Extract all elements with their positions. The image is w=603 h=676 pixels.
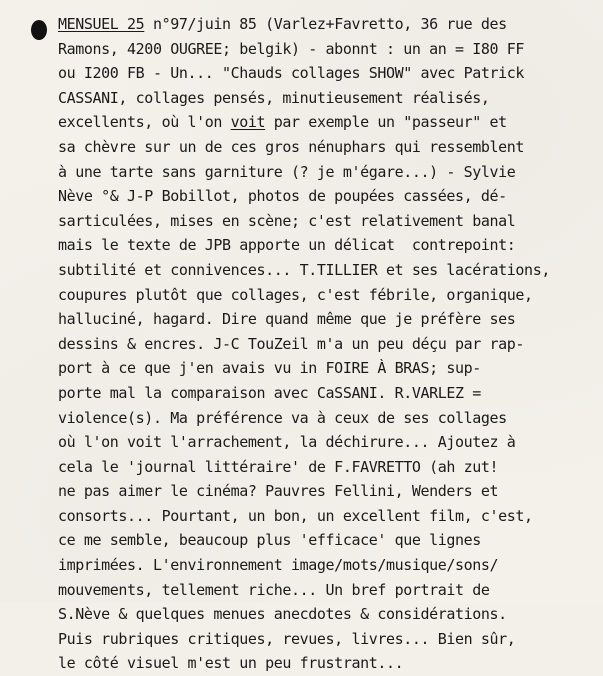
text-segment: coupures plutôt que collages, c'est fébrile, organique,	[58, 285, 533, 304]
text-segment: par exemple un "passeur" et	[265, 113, 507, 132]
text-segment: mais le texte de JPB apporte un délicat contrepoint:	[58, 236, 516, 255]
text-line	[58, 381, 603, 406]
text-line	[58, 86, 603, 111]
text-line	[58, 258, 603, 283]
text-segment: à une tarte sans garniture (? je m'égare...) - Sylvie	[58, 162, 516, 181]
text-segment: n°97/juin 85 (Varlez+Favretto, 36 rue des	[144, 15, 507, 33]
text-segment: subtilité et connivences... T.TILLIER et ses lacérations,	[58, 260, 550, 279]
review-text	[58, 12, 603, 676]
text-line	[58, 233, 603, 258]
text-segment: excellents, où l'on	[58, 113, 231, 132]
text-line	[58, 479, 603, 504]
text-segment: consorts... Pourtant, un bon, un excellent film, c'est,	[58, 506, 533, 525]
text-line	[58, 504, 603, 529]
text-segment: Ramons, 4200 OUGREE; belgik) - abonnt : un an = I80 FF	[58, 39, 525, 58]
text-segment: sa chèvre sur un de ces gros nénuphars qui ressemblent	[58, 137, 525, 156]
text-line	[58, 184, 603, 209]
underlined-text: MENSUEL 25	[58, 15, 145, 33]
text-segment: le côté visuel m'est un peu frustrant...	[58, 654, 404, 673]
text-segment: S.Nève & quelques menues anecdotes & considérations.	[58, 605, 507, 624]
text-segment: Puis rubriques critiques, revues, livres... Bien sûr,	[58, 629, 516, 648]
text-line	[58, 651, 603, 676]
text-segment: mouvements, tellement riche... Un bref portrait de	[58, 580, 490, 599]
text-segment: violence(s). Ma préférence va à ceux de ses collages	[58, 408, 507, 427]
text-line	[58, 110, 603, 135]
text-segment: Nève °& J-P Bobillot, photos de poupées cassées, dé-	[58, 187, 507, 206]
text-line	[58, 61, 603, 86]
text-line	[58, 455, 603, 480]
text-segment: où l'on voit l'arrachement, la déchirure... Ajoutez à	[58, 433, 516, 452]
text-line	[58, 135, 603, 160]
text-segment: imprimées. L'environnement image/mots/musique/sons/	[58, 556, 499, 575]
text-line	[58, 160, 603, 185]
text-segment: cela le 'journal littéraire' de F.FAVRETTO (ah zut!	[58, 457, 499, 476]
text-segment: halluciné, hagard. Dire quand même que je préfère ses	[58, 310, 516, 329]
text-segment: ou I200 FB - Un... "Chauds collages SHOW" avec Patrick	[58, 64, 525, 83]
text-segment: ce me semble, beaucoup plus 'efficace' que lignes	[58, 531, 481, 550]
underlined-text: voit	[230, 113, 266, 132]
text-line	[58, 627, 603, 652]
text-segment: port à ce que j'en avais vu in FOIRE À BRAS; sup-	[58, 359, 481, 378]
text-line	[58, 602, 603, 627]
text-line	[58, 578, 603, 603]
text-line	[58, 12, 603, 37]
text-segment: dessins & encres. J-C TouZeil m'a un peu déçu par rap-	[58, 334, 525, 353]
text-line	[58, 332, 603, 357]
text-line	[58, 356, 603, 381]
text-line	[58, 553, 603, 578]
text-line	[58, 209, 603, 234]
text-line	[58, 37, 603, 62]
bullet-dot	[31, 20, 47, 40]
text-segment: CASSANI, collages pensés, minutieusement réalisés,	[58, 88, 490, 107]
text-line	[58, 528, 603, 553]
text-segment: porte mal la comparaison avec CaSSANI. R.VARLEZ =	[58, 383, 481, 402]
text-line	[58, 406, 603, 431]
text-line	[58, 307, 603, 332]
text-line	[58, 283, 603, 308]
text-line	[58, 430, 603, 455]
text-segment: ne pas aimer le cinéma? Pauvres Fellini, Wenders et	[58, 482, 499, 501]
text-segment: sarticulées, mises en scène; c'est relativement banal	[58, 211, 516, 230]
